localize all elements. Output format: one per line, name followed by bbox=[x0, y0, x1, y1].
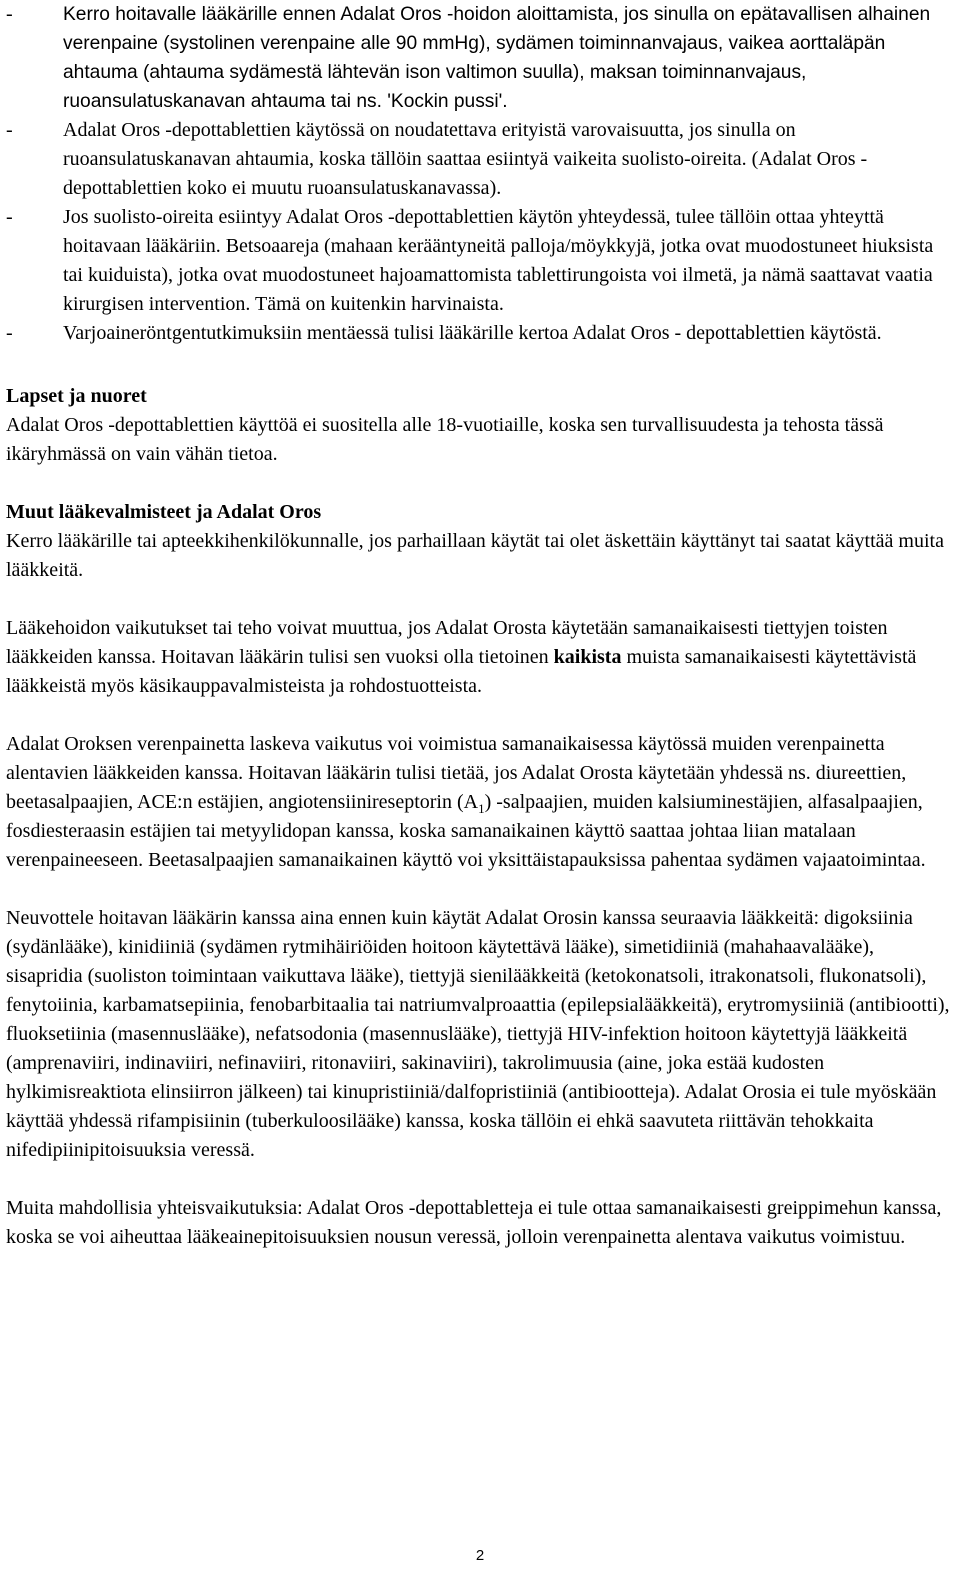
list-item-text: Varjoaineröntgentutkimuksiin mentäessä tulisi lääkärille kertoa Adalat Oros - depottablettien käytöstä. bbox=[63, 322, 882, 344]
paragraph-other-interactions: Muita mahdollisia yhteisvaikutuksia: Adalat Oros -depottabletteja ei tule ottaa samanaikaisesti greippimehun kanssa, koska se voi aiheuttaa lääkeainepitoisuuksien nousun veressä, jolloin verenpainetta alentava vaikutus voimistuu. bbox=[6, 1197, 942, 1248]
bullet-dash: - bbox=[6, 3, 13, 25]
text-run: Lääkehoidon vaikutukset tai teho voivat muuttua, jos Adalat Orosta käytetään samanaikaisesti tiettyjen toisten lääkkeiden kanssa. Hoitavan lääkärin tulisi sen vuoksi olla tietoinen bbox=[6, 617, 888, 668]
list-item bbox=[6, 203, 954, 319]
bullet-dash: - bbox=[6, 119, 13, 141]
list-item-text: Kerro hoitavalle lääkärille ennen Adalat Oros -hoidon aloittamista, jos sinulla on epätavallisen alhainen verenpaine (systolinen verenpaine alle 90 mmHg), sydämen toiminnanvajaus, vaikea aorttaläpän ahtauma (ahtauma sydämestä lähtevän ison valtimon suulla), maksan toiminnanvajaus, ruoansulatuskanavan ahtauma tai ns. 'Kockin pussi'. bbox=[63, 4, 931, 112]
list-item-text: Adalat Oros -depottablettien käytössä on noudatettava erityistä varovaisuutta, jos sinulla on ruoansulatuskanavan ahtaumia, koska tällöin saattaa esiintyä vaikeita suolisto-oireita. (Adalat Oros -depottablettien koko ei muutu ruoansulatuskanavassa). bbox=[63, 119, 868, 199]
list-item-text: Jos suolisto-oireita esiintyy Adalat Oros -depottablettien käytön yhteydessä, tulee tällöin ottaa yhteyttä hoitavaan lääkäriin. bbox=[63, 206, 884, 257]
text-run: ) -salpaajien, muiden kalsiuminestäjien, alfasalpaajien, fosdiesteraasin estäjien tai metyylidopan kanssa, koska samanaikainen käyttö saattaa johtaa liian matalaan verenpaineeseen. Beetasalpaajien samanaikainen käyttö voi yksittäistapauksissa pahentaa sydämen vajaatoimintaa. bbox=[6, 791, 926, 871]
subscript: 1 bbox=[478, 801, 485, 816]
page-number: 2 bbox=[475, 1547, 485, 1564]
paragraph-consult-doctor: Neuvottele hoitavan lääkärin kanssa aina ennen kuin käytät Adalat Orosin kanssa seuraavia lääkkeitä: digoksiinia (sydänlääke), kinidiiniä (sydämen rytmihäiriöiden hoitoon käytettävä lääke), simetidiiniä (mahahaavalääke), sisapridia (suoliston toimintaan vaikuttava lääke), tiettyjä sienilääkkeitä (ketokonatsoli, itrakonatsoli, flukonatsoli), fenytoiinia, karbamatsepiinia, fenobarbitaalia tai natriumvalproaattia (epilepsialääkkeitä), erytromysiiniä (antibiootti), fluoksetiinia (masennuslääke), nefatsodonia (masennuslääke), tiettyjä HIV-infektion hoitoon käytettyjä lääkkeitä (amprenaviiri, indinaviiri, nefinaviiri, ritonaviiri, sakinaviiri), takrolimuusia (aine, joka estää kudosten hylkimisreaktiota elinsiirron jälkeen) tai kinupristiiniä/dalfopristiiniä (antibiootteja). Adalat Orosia ei tule myöskään käyttää yhdessä rifampisiinin (tuberkuloosilääke) kanssa, koska tällöin ei ehkä saavuteta riittävän tehokkaita nifedipiinipitoisuuksia veressä. bbox=[6, 907, 950, 1161]
list-item bbox=[6, 0, 954, 116]
section-heading-children: Lapset ja nuoret bbox=[6, 385, 147, 407]
document-page bbox=[6, 0, 954, 1252]
emphasis-text: kaikista bbox=[553, 646, 622, 668]
precautions-list bbox=[6, 0, 954, 348]
bullet-dash: - bbox=[6, 206, 13, 228]
paragraph-blood-pressure bbox=[6, 730, 954, 875]
list-item bbox=[6, 319, 954, 348]
section-body-children: Adalat Oros -depottablettien käyttöä ei suositella alle 18-vuotiaille, koska sen turvallisuudesta ja tehosta tässä ikäryhmässä on vain vähän tietoa. bbox=[6, 414, 884, 465]
bullet-dash: - bbox=[6, 322, 13, 344]
list-item bbox=[6, 116, 954, 203]
paragraph-tell-doctor: Kerro lääkärille tai apteekkihenkilökunnalle, jos parhaillaan käytät tai olet äskettäin käyttänyt tai saatat käyttää muita lääkkeitä. bbox=[6, 530, 944, 581]
paragraph-effects-change bbox=[6, 614, 954, 701]
list-item-text-continued: Betsoaareja (mahaan kerääntyneitä palloja/möykkyjä, jotka ovat muodostuneet hiuksista tai kuiduista), jotka ovat muodostuneet hajoamattomista tablettirungoista voi ilmetä, ja nämä saattavat vaatia kirurgisen intervention. Tämä on kuitenkin harvinaista. bbox=[63, 235, 934, 315]
text-run: muista samanaikaisesti käytettävistä lääkkeistä myös käsikauppavalmisteista ja rohdostuotteista. bbox=[6, 646, 917, 697]
section-heading-other-medicines: Muut lääkevalmisteet ja Adalat Oros bbox=[6, 501, 322, 523]
text-run: Adalat Oroksen verenpainetta laskeva vaikutus voi voimistua samanaikaisessa käytössä muiden verenpainetta alentavien lääkkeiden kanssa. Hoitavan lääkärin tulisi tietää, jos Adalat Orosta käytetään yhdessä ns. diureettien, beetasalpaajien, ACE:n estäjien, angiotensiinireseptorin (A bbox=[6, 733, 907, 813]
